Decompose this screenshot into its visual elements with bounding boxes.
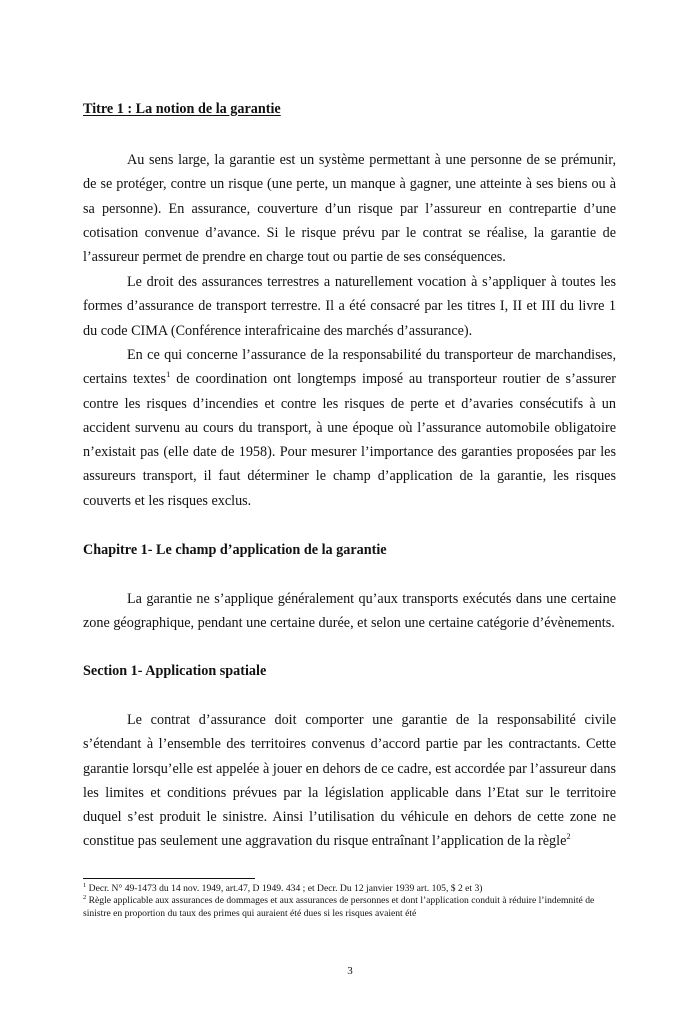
paragraph-5 xyxy=(83,708,616,854)
footnote-1 xyxy=(83,883,616,895)
paragraph-3 xyxy=(83,343,616,513)
footnote-ref-1: 1 xyxy=(166,369,171,380)
chapter-heading: Chapitre 1- Le champ d’application de la garantie xyxy=(83,542,387,558)
page-number: 3 xyxy=(347,965,353,977)
footnote-text: Decr. N° 49-1473 du 14 nov. 1949, art.47, D 1949. 434 ; et Decr. Du 12 janvier 1939 art. 105, $ 2 et 3) xyxy=(86,883,483,894)
footnote-ref-2: 2 xyxy=(566,831,571,842)
paragraph-1: Au sens large, la garantie est un système permettant à une personne de se prémunir, de se protéger, contre un risque (une perte, un manque à gagner, une atteinte à ses biens ou à sa personne). En assurance, couverture d’un risque par l’assureur en contrepartie d’une cotisation convenue d’avance. Si le risque prévu par le contrat se réalise, la garantie de l’assureur permet de prendre en charge tout ou partie de ses conséquences. xyxy=(83,152,616,266)
footnotes xyxy=(83,883,616,920)
footnote-mark: 1 xyxy=(83,882,87,889)
footnote-2 xyxy=(83,895,616,920)
paragraph-3-text-a: En ce qui concerne l’assurance de la responsabilité du transporteur de marchandises, certains textes xyxy=(83,347,616,388)
footnote-separator xyxy=(83,878,255,879)
paragraph-4: La garantie ne s’applique généralement qu’aux transports exécutés dans une certaine zone géographique, pendant une certaine durée, et selon une certaine catégorie d’évènements. xyxy=(83,591,616,632)
footnote-mark: 2 xyxy=(83,894,87,902)
section-heading: Section 1- Application spatiale xyxy=(83,663,267,679)
paragraph-5-text: Le contrat d’assurance doit comporter une garantie de la responsabilité civile s’étendant à l’ensemble des territoires convenus d’accord partie par les contractants. Cette garantie lorsqu’elle est appelée à jouer en dehors de ce cadre, est accordée par l’assureur dans les limites et conditions prévues par la législation applicable dans l’Etat sur le territoire duquel s’est produit le sinistre. Ainsi l’utilisation du véhicule en dehors de cette zone ne constitue pas seulement une aggravation du risque entraînant l’application de la règle xyxy=(83,712,616,850)
footnote-text: Règle applicable aux assurances de dommages et aux assurances de personnes et dont l’application conduit à réduire l’indemnité de sinistre en proportion du taux des primes qui auraient été dues si les risques avaient été xyxy=(83,895,595,919)
paragraph-2: Le droit des assurances terrestres a naturellement vocation à s’appliquer à toutes les formes d’assurance de transport terrestre. Il a été consacré par les titres I, II et III du livre 1 du code CIMA (Conférence interafricaine des marchés d’assurance). xyxy=(83,274,616,339)
title-heading: Titre 1 : La notion de la garantie xyxy=(83,101,281,117)
paragraph-3-text-b: de coordination ont longtemps imposé au transporteur routier de s’assurer contre les risques d’incendies et contre les risques de perte et d’avaries consécutifs à un accident survenu au cours du transport, à une époque où l’assurance automobile obligatoire n’existait pas (elle date de 1958). Pour mesurer l’importance des garanties proposées par les assureurs transport, il faut déterminer le champ d’application de la garantie, les risques couverts et les risques exclus. xyxy=(83,371,616,509)
